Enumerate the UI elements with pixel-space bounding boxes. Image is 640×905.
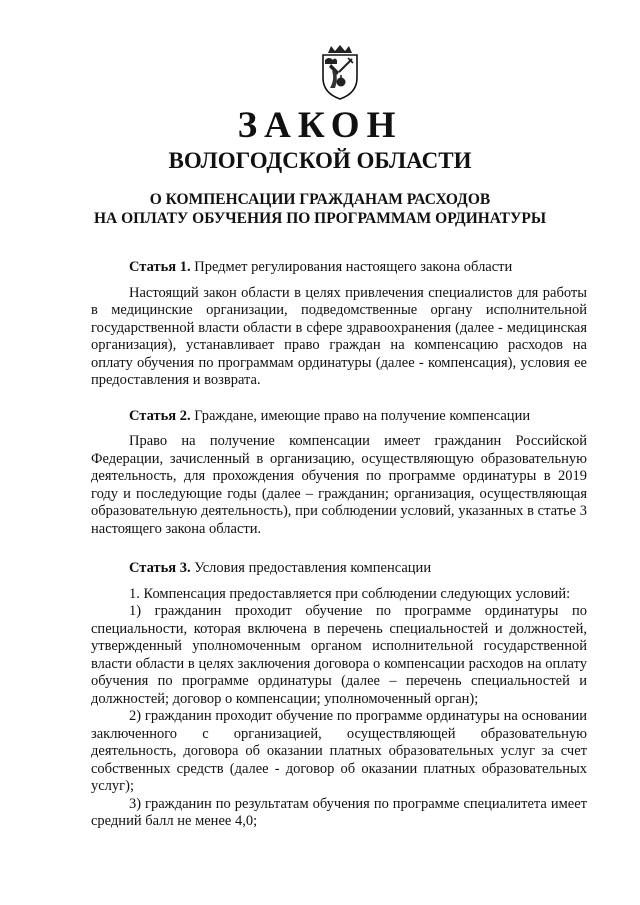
article-2-paragraph: Право на получение компенсации имеет гражданин Российской Федерации, зачисленный в организацию, осуществляющую образовательную деятельность, для прохождения обучения по программе ординатуры в 2019 году и последующие годы (далее – гражданин; организация, осуществляющая образовательную деятельность), при соблюдении условий, указанных в статье 3 настоящего закона области. bbox=[91, 433, 587, 537]
region-title: ВОЛОГОДСКОЙ ОБЛАСТИ bbox=[168, 148, 472, 173]
article-1-title: Предмет регулирования настоящего закона области bbox=[194, 259, 513, 275]
vologda-oblast-coat-of-arms-icon bbox=[317, 44, 363, 100]
article-3-condition-2: 2) гражданин проходит обучение по программе ординатуры на основании заключенного с организацией, осуществляющей образовательную деятельность, договора об оказании платных образовательных услуг за счет собственных средств (далее - договор об оказании платных образовательных услуг); bbox=[91, 708, 587, 794]
article-2-title: Граждане, имеющие право на получение компенсации bbox=[194, 407, 531, 424]
article-1-label: Статья 1. bbox=[129, 259, 191, 275]
article-3-clause-1: 1. Компенсация предоставляется при соблюдении следующих условий: bbox=[129, 585, 571, 602]
article-1-heading bbox=[91, 259, 587, 277]
article-3-condition-1: 1) гражданин проходит обучение по программе ординатуры по специальности, которая включена в перечень специальностей и должностей, утвержденный уполномоченным органом исполнительной государственной власти области в целях заключения договора о компенсации расходов на оплату обучения по программе ординатуры (далее – перечень специальностей и должностей; договор о компенсации; уполномоченный орган); bbox=[91, 603, 587, 707]
document-title: ЗАКОН bbox=[237, 105, 403, 146]
article-1-paragraph: Настоящий закон области в целях привлечения специалистов для работы в медицинские организации, подведомственные органу исполнительной государственной власти области в сфере здравоохранения (далее - медицинская организация), устанавливает право граждан на компенсацию расходов на оплату обучения по программам ординатуры (далее - компенсация), условия ее предоставления и возврата. bbox=[91, 284, 587, 388]
article-3-label: Статья 3. bbox=[129, 560, 191, 576]
article-2-heading bbox=[91, 408, 587, 426]
article-3-condition-3: 3) гражданин по результатам обучения по программе специалитета имеет средний балл не менее 4,0; bbox=[91, 795, 587, 829]
article-3-heading bbox=[91, 560, 587, 578]
article-3-title: Условия предоставления компенсации bbox=[194, 560, 432, 576]
law-title-line-2: НА ОПЛАТУ ОБУЧЕНИЯ ПО ПРОГРАММАМ ОРДИНАТУРЫ bbox=[93, 210, 547, 227]
article-2-label: Статья 2. bbox=[129, 407, 191, 424]
law-title bbox=[0, 190, 640, 228]
law-body bbox=[91, 259, 587, 831]
law-title-line-1: О КОМПЕНСАЦИИ ГРАЖДАНАМ РАСХОДОВ bbox=[149, 191, 491, 208]
